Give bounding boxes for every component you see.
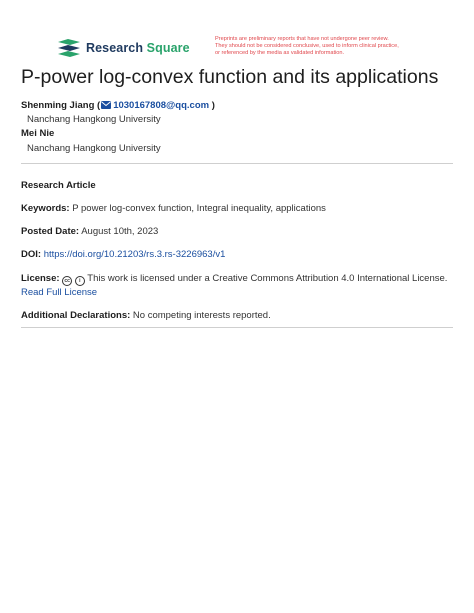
article-type: Research Article [21,180,96,191]
license: License: cc i This work is licensed under a Creative Commons Attribution 4.0 International License. Read Full License [21,273,448,298]
author-affiliation: Nanchang Hangkong University [27,114,161,126]
doi: DOI: https://doi.org/10.21203/rs.3.rs-3226963/v1 [21,249,226,260]
author-name: Shenming Jiang [21,100,95,111]
envelope-icon [101,101,111,109]
author-list [21,99,461,156]
divider [21,327,453,328]
header [0,36,474,66]
additional-declarations: Additional Declarations: No competing interests reported. [21,310,271,321]
preprint-disclaimer: Preprints are preliminary reports that have not undergone peer review. They should not be considered conclusive, used to inform clinical practice, or referenced by the media as validated information. [215,36,399,57]
research-square-logo[interactable] [58,39,190,57]
brand-name: Research Square [86,41,190,55]
divider [21,163,453,164]
posted-date: Posted Date: August 10th, 2023 [21,226,159,237]
page-title: P-power log-convex function and its applications [21,66,439,88]
keywords: Keywords: P power log-convex function, Integral inequality, applications [21,203,326,214]
research-square-logo-icon [58,39,80,57]
author-affiliation: Nanchang Hangkong University [27,142,161,154]
cc-icon: cc [62,276,72,286]
author-name: Mei Nie [21,128,55,140]
doi-link[interactable]: https://doi.org/10.21203/rs.3.rs-3226963/v1 [43,249,226,260]
author-entry: Shenming Jiang ( 1030167808@qq.com ) [21,100,215,111]
cc-by-icon: i [75,276,85,286]
author-email-link[interactable]: 1030167808@qq.com [113,100,210,111]
read-full-license-link[interactable]: Read Full License [21,287,98,298]
